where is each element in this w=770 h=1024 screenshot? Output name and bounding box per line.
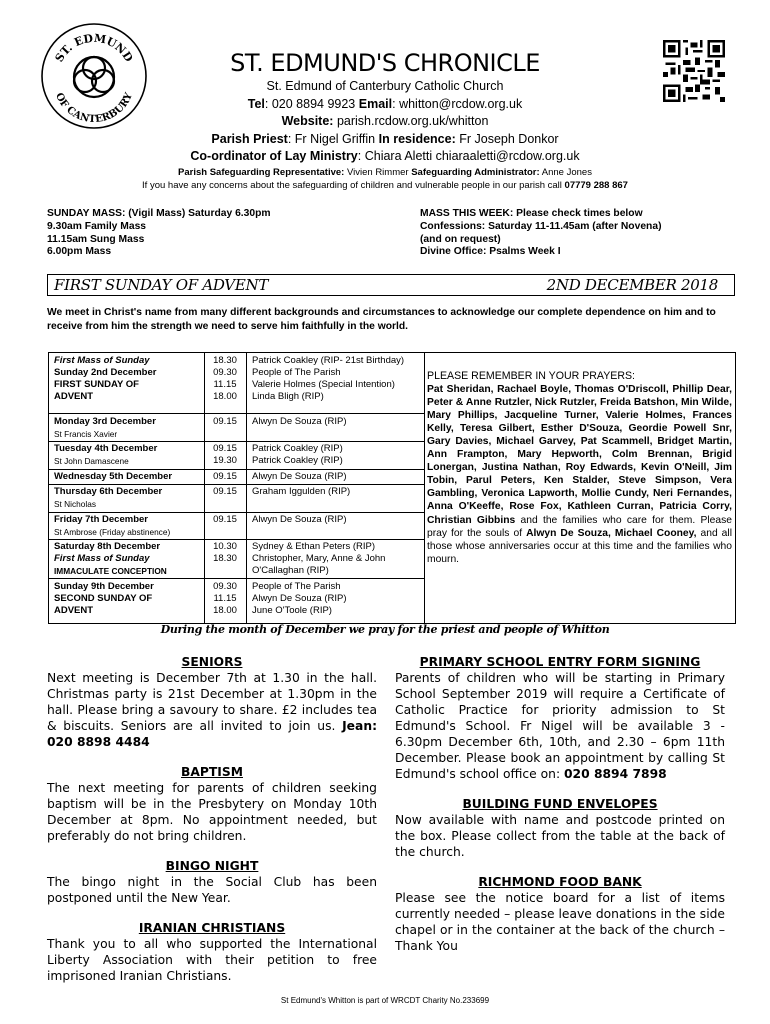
intro-text: We meet in Christ's name from many different backgrounds and circumstances to acknowledge our complete dependence on him and to receive from him the strength we need to serve him faithfully in the world. [47,307,716,332]
logo-text-bottom: OF CANTERBURY [53,91,135,126]
newsletter-title: ST. EDMUND'S CHRONICLE [230,49,540,77]
logo-text-top: ST. EDMUND [52,31,136,65]
day-cell: First Mass of Sunday Sunday 2nd December FIRST SUNDAY OF ADVENT [54,355,157,403]
mass-line: SUNDAY MASS: (Vigil Mass) Saturday 6.30pm [47,208,271,219]
day-cell: Wednesday 5th December [54,471,173,482]
souls-names: Alwyn De Souza, Michael Cooney, [526,527,697,539]
notice-text: Parents of children who will be starting in Primary School September 2019 will require a Certificate of Catholic Practice for priority admission to St Edmund's School. Fr Nigel will be available 3 - 6.30pm December 6th, 10th, and 2.30 – 6pm 11th December. Please book an appointment by calling St Edmund's school office on: 020 8894 7898 [395,671,725,781]
week-line: MASS THIS WEEK: Please check times below [420,208,643,219]
time-cell: 09.15 [213,486,237,497]
mass-line: 9.30am Family Mass [47,220,147,232]
notice-title: BAPTISM [181,765,243,779]
notice-title: BUILDING FUND ENVELOPES [462,797,658,811]
priest-label: Parish Priest [211,131,288,146]
notices-left [47,654,377,984]
mass-schedule-table [48,352,736,624]
notice-title: PRIMARY SCHOOL ENTRY FORM SIGNING [419,655,701,669]
week-line: Divine Office: Psalms Week I [420,246,561,258]
safeguarding-rep: Vivien Rimmer [346,166,409,178]
day-cell: Friday 7th December St Ambrose (Friday abstinence) [54,514,171,538]
phone-number: 020 8894 9923 [271,96,356,111]
notice-text: The bingo night in the Social Club has been postponed until the New Year. [47,875,377,905]
intention-cell: Alwyn De Souza (RIP) [252,471,347,482]
time-cell: 09.15 19.30 [213,443,237,467]
notice-title: IRANIAN CHRISTIANS [138,921,286,935]
notice-text: Thank you to all who supported the International Liberty Association with their petition to free imprisoned Iranian Christians. [47,937,377,983]
row-divider [49,441,424,442]
intention-cell: Alwyn De Souza (RIP) [252,416,347,427]
row-divider [49,469,424,470]
charity-footer: St Edmund's Whitton is part of WRCDT Charity No.233699 [280,996,490,1005]
intention-cell: Sydney & Ethan Peters (RIP) Christopher, Mary, Anne & John O'Callaghan (RIP) [252,541,386,577]
notices-right [395,654,725,954]
masthead [0,48,770,192]
intention-cell: Patrick Coakley (RIP) Patrick Coakley (RIP) [252,443,343,467]
day-cell: Saturday 8th December First Mass of Sunday IMMACULATE CONCEPTION [54,541,167,577]
concerns-line [0,179,770,192]
contact-line: Tel: 020 8894 9923 Email: whitton@rcdow.org.uk [247,96,523,111]
row-divider [49,413,424,414]
souls-intro: Please pray for the souls of [427,514,732,539]
website-link[interactable]: parish.rcdow.org.uk/whitton [336,114,489,128]
residence-name: Fr Joseph Donkor [459,131,559,146]
time-cell: 09.30 11.15 18.00 [213,581,237,617]
concerns-text: If you have any concerns about the safeguarding of children and vulnerable people in our parish call [142,179,562,191]
notice-title: BINGO NIGHT [165,859,259,873]
clergy-line: Parish Priest: Fr Nigel Griffin In residence: Fr Joseph Donkor [211,131,559,146]
row-divider [49,484,424,485]
tel-label: Tel [247,96,265,111]
mass-line: 6.00pm Mass [47,246,112,258]
notice-title: SENIORS [181,655,243,669]
time-cell: 10.30 18.30 [213,541,237,565]
email-address[interactable]: whitton@rcdow.org.uk [399,96,523,111]
notice-title: RICHMOND FOOD BANK [478,875,642,889]
time-cell: 18.30 09.30 11.15 18.00 [213,355,237,403]
website-label: Website: [281,114,334,128]
row-divider [49,539,424,540]
week-line: (and on request) [420,233,501,245]
prayer-list [427,370,732,566]
sunday-banner [47,274,735,296]
notice-text: The next meeting for parents of children seeking baptism will be in the Presbytery on Monday 10th December at 8pm. No appointment needed, but preferably do not bring children. [47,781,377,843]
time-cell: 09.15 [213,514,237,525]
time-cell: 09.15 [213,416,237,427]
safeguarding-line [0,166,770,179]
column-divider [246,353,247,623]
day-cell: Tuesday 4th December St John Damascene [54,443,158,467]
coordinator-label: Co-ordinator of Lay Ministry [190,149,358,163]
sunday-title: FIRST SUNDAY OF ADVENT [54,276,269,294]
safeguarding-admin: Anne Jones [541,166,592,178]
church-name: St. Edmund of Canterbury Catholic Church [266,79,504,93]
coordinator-line: Co-ordinator of Lay Ministry: Chiara Aletti chiaraaletti@rcdow.org.uk [190,149,580,163]
intention-cell: Graham Iggulden (RIP) [252,486,351,497]
safeguarding-admin-label: Safeguarding Administrator: [411,166,540,178]
souls-text: and all those whose anniversaries occur at this time and the families who mourn. [427,527,732,565]
notice-text: Please see the notice board for a list of items currently needed – please leave donations in the side chapel or in the container at the back of the church – Thank You [395,891,725,953]
website-line [0,113,770,131]
row-divider [49,512,424,513]
concerns-phone: 07779 288 867 [564,179,628,191]
priest-name: Fr Nigel Griffin [294,131,376,146]
intention-cell: Patrick Coakley (RIP- 21st Birthday) People of The Parish Valerie Holmes (Special Intention) Linda Bligh (RIP) [252,355,405,403]
day-cell: Monday 3rd December St Francis Xavier [54,416,156,440]
sunday-date: 2ND DECEMBER 2018 [546,276,718,294]
row-divider [49,578,424,579]
mass-this-week [420,208,662,259]
december-intention: During the month of December we pray for the priest and people of Whitton [160,623,610,636]
notice-text: Now available with name and postcode printed on the box. Please collect from the table at the back of the church. [395,813,725,859]
residence-label: In residence: [378,131,456,146]
week-line: Confessions: Saturday 11-11.45am (after Novena) [420,220,662,232]
notice-text: Next meeting is December 7th at 1.30 in the hall. Christmas party is 21st December at 1.30pm in the hall. Please bring a savoury to share. £2 includes tea & biscuits. Seniors are all invited to join us. Jean: 020 8898 4484 [47,671,377,749]
intention-cell: People of The Parish Alwyn De Souza (RIP) June O'Toole (RIP) [252,581,347,617]
intention-cell: Alwyn De Souza (RIP) [252,514,347,525]
day-cell: Sunday 9th December SECOND SUNDAY OF ADVENT [54,581,154,617]
day-cell: Thursday 6th December St Nicholas [54,486,163,510]
prayer-families: and the families who care for them. [515,514,696,526]
email-label: Email [358,96,393,111]
column-divider [424,353,425,623]
safeguarding-rep-label: Parish Safeguarding Representative: [178,166,345,178]
prayer-names: Pat Sheridan, Rachael Boyle, Thomas O'Driscoll, Phillip Dear, Peter & Anne Rutzler, Nick Rutzler, Freida Batshon, Min Wilde, Mary Phillips, Jacqueline Turner, Valerie Holmes, Frances Kelly, Teresa Gilbert, Esther D'Souza, Geordie Powell Snr, Gary Davies, Michael Garvey, Pat Scammell, Bridget Martin, Ann Frampton, Mary Hepworth, Colm Brennan, Brigid Lonergan, Justina Nathan, Roy Edwards, Kevin O'Neill, Jim Tobin, Parul Peters, Ken Stalder, Steve Simpson, Vera Gambling, Veronica Lapworth, Mollie Cundy, Neri Fernandes, Anna O'Keeffe, Rose Fox, Kathleen Curran, Patricia Corry, Christian Gibbins [427,384,732,526]
sunday-mass-times [47,208,271,259]
prayer-heading: PLEASE REMEMBER IN YOUR PRAYERS: [427,370,636,382]
coordinator-name: Chiara Aletti chiaraaletti@rcdow.org.uk [364,149,580,163]
time-cell: 09.15 [213,471,237,482]
mass-line: 11.15am Sung Mass [47,233,145,245]
